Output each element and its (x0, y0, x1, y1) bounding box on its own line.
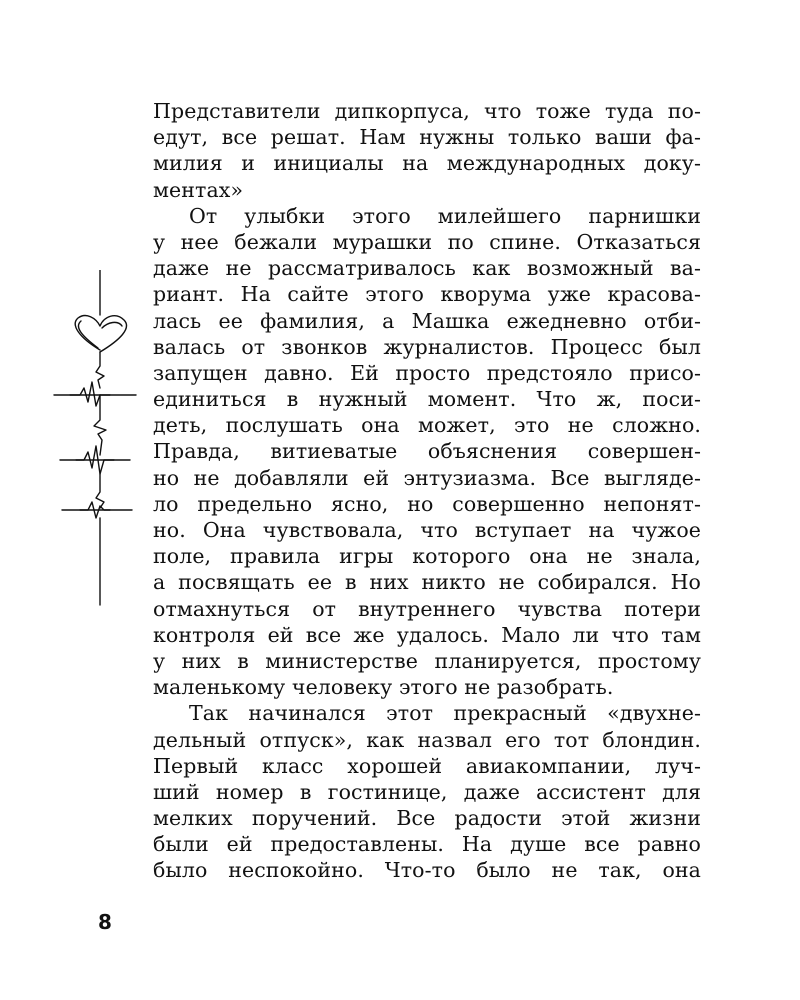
text-line: дельный отпуск», как назвал его тот блондин. (153, 727, 701, 752)
text-line: милия и инициалы на международных доку- (153, 151, 701, 176)
text-line: Первый класс хорошей авиакомпании, луч- (153, 753, 701, 778)
heartbeat-heart-ornament-icon (40, 270, 140, 610)
text-line: ло предельно ясно, но совершенно непонят- (153, 491, 701, 516)
text-line: едут, все решат. Нам нужны только ваши фа- (153, 125, 701, 150)
text-line: мелких поручений. Все радости этой жизни (153, 806, 701, 831)
text-line: лась ее фамилия, а Машка ежедневно отби- (153, 308, 701, 333)
page-number: 8 (98, 910, 112, 934)
body-text (153, 98, 701, 884)
text-line: было неспокойно. Что-то было не так, она (153, 858, 701, 883)
text-line: запущен давно. Ей просто предстояло присо- (153, 360, 701, 385)
text-line: у нее бежали мурашки по спине. Отказаться (153, 229, 701, 254)
text-line: были ей предоставлены. На душе все равно (153, 832, 701, 857)
text-line: валась от звонков журналистов. Процесс был (153, 334, 701, 359)
text-line: контроля ей все же удалось. Мало ли что там (153, 622, 701, 647)
text-line: поле, правила игры которого она не знала, (153, 544, 701, 569)
text-line: ший номер в гостинице, даже ассистент для (153, 779, 701, 804)
text-line: Так начинался этот прекрасный «двухне- (189, 701, 701, 726)
text-line: маленькому человеку этого не разобрать. (153, 675, 614, 700)
text-line: даже не рассматривалось как возможный ва- (153, 256, 701, 281)
text-line: отмахнуться от внутреннего чувства потери (153, 596, 701, 621)
text-line: Правда, витиеватые объяснения совершен- (153, 439, 701, 464)
text-line: От улыбки этого милейшего парнишки (189, 203, 701, 228)
text-line: риант. На сайте этого кворума уже красова- (153, 282, 701, 307)
text-line: но. Она чувствовала, что вступает на чужое (153, 518, 701, 542)
text-line: единиться в нужный момент. Что ж, поси- (153, 387, 701, 412)
text-line: но не добавляли ей энтузиазма. Все выгляде- (153, 465, 701, 490)
text-line: а посвящать ее в них никто не собирался. Но (153, 570, 701, 595)
text-line: Представители дипкорпуса, что тоже туда по- (153, 99, 701, 123)
text-line: у них в министерстве планируется, простому (153, 648, 701, 673)
text-line: деть, послушать она может, это не сложно. (153, 413, 701, 438)
text-line: ментах» (153, 177, 244, 202)
